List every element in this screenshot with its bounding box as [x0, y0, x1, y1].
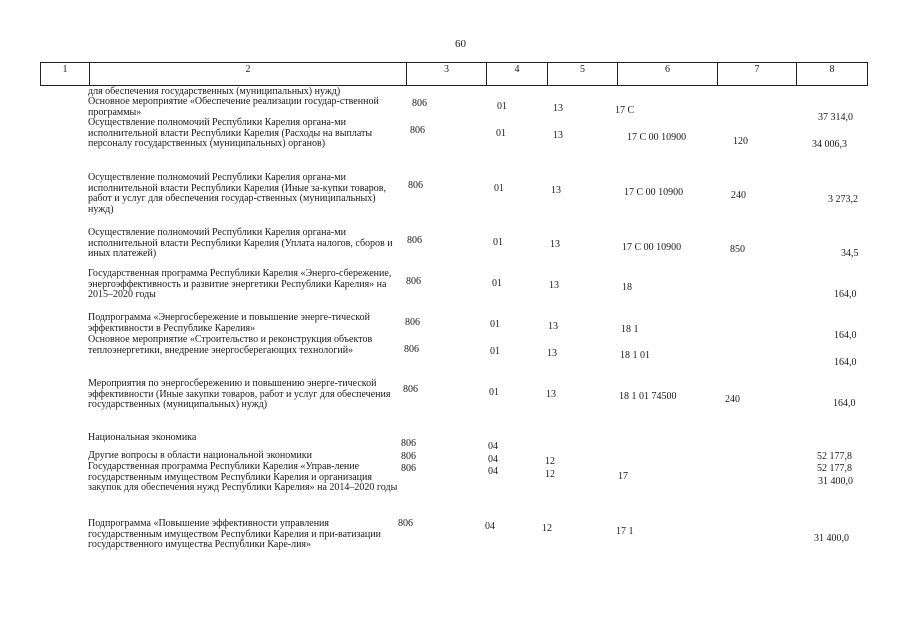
column-header-7: 7 — [717, 62, 797, 86]
row-section-code: 04 — [488, 441, 498, 452]
row-name: Осуществление полномочий Республики Карелия органа-ми исполнительной власти Республики Карелия (Уплата налогов, сборов и иных платежей) — [88, 227, 393, 259]
row-target-code: 18 — [622, 282, 632, 293]
row-target-code: 17 1 — [616, 526, 634, 537]
column-header-5: 5 — [547, 62, 618, 86]
row-target-code: 17 С 00 10900 — [627, 132, 687, 143]
row-section-code: 01 — [497, 101, 507, 112]
row-name: для обеспечения государственных (муниципальных) нужд) — [88, 86, 341, 97]
row-subsection-code: 13 — [551, 185, 561, 196]
column-header-3: 3 — [406, 62, 487, 86]
row-expense-type: 850 — [730, 244, 745, 255]
row-name: Мероприятия по энергосбережению и повышению энерге-тической эффективности (Иные закупки товаров, работ и услуг для обеспечения государственных (муниципальных) нужд) — [88, 378, 391, 410]
row-amount: 37 314,0 — [818, 112, 853, 123]
row-subsection-code: 13 — [549, 280, 559, 291]
row-ministry-code: 806 — [407, 235, 422, 246]
row-amount: 31 400,0 — [818, 476, 853, 487]
row-ministry-code: 806 — [401, 463, 416, 474]
row-subsection-code: 13 — [553, 130, 563, 141]
row-target-code: 18 1 01 — [620, 350, 650, 361]
row-name: Основное мероприятие «Обеспечение реализации государ-ственной программы» — [88, 96, 379, 118]
row-section-code: 01 — [490, 346, 500, 357]
row-subsection-code: 13 — [553, 103, 563, 114]
row-name: Подпрограмма «Энергосбережение и повышение энерге-тической эффективности в Республике Карелия» — [88, 312, 371, 334]
row-section-code: 01 — [493, 237, 503, 248]
row-target-code: 17 С — [615, 105, 635, 116]
row-subsection-code: 13 — [546, 389, 556, 400]
row-amount: 164,0 — [834, 289, 857, 300]
row-amount: 34 006,3 — [812, 139, 847, 150]
row-amount: 34,5 — [841, 248, 859, 259]
row-ministry-code: 806 — [401, 438, 416, 449]
column-header-4: 4 — [486, 62, 548, 86]
row-target-code: 17 С 00 10900 — [624, 187, 684, 198]
row-subsection-code: 12 — [545, 469, 555, 480]
row-ministry-code: 806 — [406, 276, 421, 287]
column-header-1: 1 — [40, 62, 90, 86]
row-target-code: 17 С 00 10900 — [622, 242, 682, 253]
row-amount: 52 177,8 — [817, 451, 852, 462]
row-expense-type: 120 — [733, 136, 748, 147]
row-section-code: 04 — [488, 466, 498, 477]
row-ministry-code: 806 — [404, 344, 419, 355]
row-name: Осуществление полномочий Республики Карелия органа-ми исполнительной власти Республики Карелия (Иные за-купки товаров, работ и услуг для обеспечения государ-ственных (муниципальных) нужд) — [88, 172, 387, 215]
row-section-code: 01 — [496, 128, 506, 139]
column-header-8: 8 — [796, 62, 868, 86]
row-target-code: 18 1 — [621, 324, 639, 335]
row-section-code: 01 — [489, 387, 499, 398]
row-subsection-code: 13 — [550, 239, 560, 250]
row-amount-aggregate: 52 177,8 — [817, 463, 852, 474]
row-name: Государственная программа Республики Карелия «Энерго-сбережение, энергоэффективность и развитие энергетики Республики Карелия» на 2015–2020 годы — [88, 268, 392, 300]
row-amount: 164,0 — [834, 330, 857, 341]
row-ministry-code: 806 — [401, 451, 416, 462]
row-section-code: 01 — [494, 183, 504, 194]
row-ministry-code: 806 — [405, 317, 420, 328]
row-section-code: 04 — [485, 521, 495, 532]
row-subsection-code: 13 — [547, 348, 557, 359]
row-subsection-code: 13 — [548, 321, 558, 332]
row-ministry-code: 806 — [403, 384, 418, 395]
row-amount: 164,0 — [833, 398, 856, 409]
row-section-code: 04 — [488, 454, 498, 465]
row-subsection-code: 12 — [542, 523, 552, 534]
row-name: Государственная программа Республики Карелия «Управ-ление государственным имуществом Республики Карелия и организация закупок для обеспечения нужд Республики Карелия» на 2014–2020 годы — [88, 461, 398, 493]
row-ministry-code: 806 — [398, 518, 413, 529]
row-name: Подпрограмма «Повышение эффективности управления государственным имуществом Республики Карелия и при-ватизации государственного имущества Республики Каре-лия» — [88, 518, 381, 550]
row-name: Национальная экономика — [88, 432, 197, 443]
row-expense-type: 240 — [731, 190, 746, 201]
page-number: 60 — [455, 38, 466, 50]
row-amount: 31 400,0 — [814, 533, 849, 544]
row-name: Осуществление полномочий Республики Карелия органа-ми исполнительной власти Республики Карелия (Расходы на выплаты персоналу государственных (муниципальных) органов) — [88, 117, 373, 149]
row-section-code: 01 — [492, 278, 502, 289]
row-ministry-code: 806 — [412, 98, 427, 109]
row-name: Другие вопросы в области национальной экономики — [88, 450, 312, 461]
row-amount: 3 273,2 — [828, 194, 858, 205]
row-subsection-code: 12 — [545, 456, 555, 467]
column-header-2: 2 — [89, 62, 407, 86]
row-ministry-code: 806 — [408, 180, 423, 191]
column-header-6: 6 — [617, 62, 718, 86]
row-name: Основное мероприятие «Строительство и реконструкция объектов теплоэнергетики, внедрение энергосберегающих технологий» — [88, 334, 373, 356]
row-expense-type: 240 — [725, 394, 740, 405]
row-target-code: 18 1 01 74500 — [619, 391, 677, 402]
row-ministry-code: 806 — [410, 125, 425, 136]
row-section-code: 01 — [490, 319, 500, 330]
row-amount: 164,0 — [834, 357, 857, 368]
row-target-code: 17 — [618, 471, 628, 482]
